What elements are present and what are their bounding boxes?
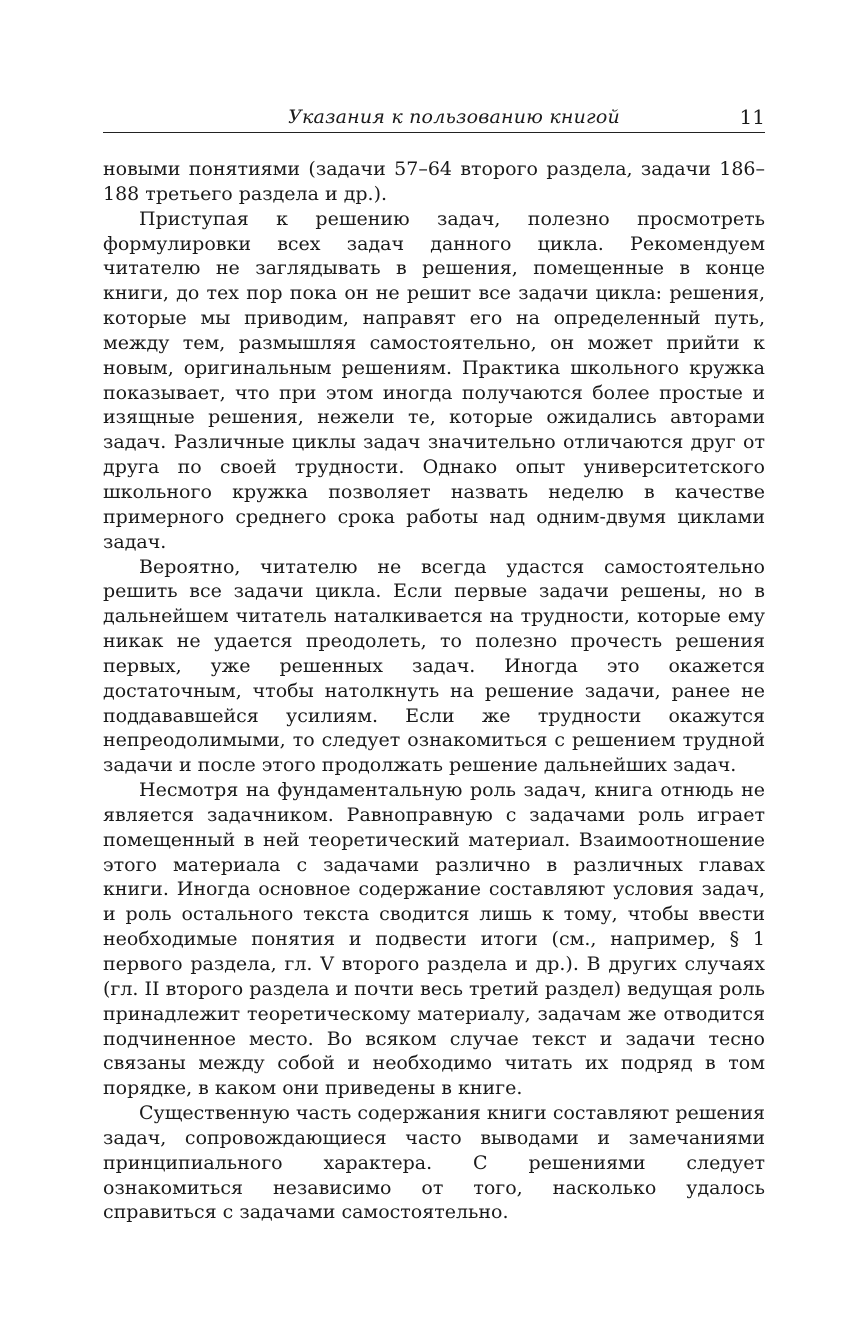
running-header	[103, 104, 765, 133]
running-title: Указания к пользованию книгой	[288, 106, 620, 128]
paragraph: Несмотря на фундаментальную роль задач, книга отнюдь не является задачником. Равноправную с задачами роль играет помещенный в ней теоретический материал. Взаимоотношение этого материала с задачами различно в различных главах книги. Иногда основное содержание составляют условия задач, и роль остального текста сводится лишь к тому, чтобы ввести необходимые понятия и подвести итоги (см., например, § 1 первого раздела, гл. V второго раздела и др.). В других случаях (гл. II второго раздела и почти весь третий раздел) ведущая роль принадлежит теоретическому материалу, задачам же отводится подчиненное место. Во всяком случае текст и задачи тесно связаны между собой и необходимо читать их подряд в том порядке, в каком они приведены в книге.	[103, 779, 765, 1100]
page-number: 11	[739, 105, 765, 129]
paragraph-continuation: новыми понятиями (задачи 57–64 второго раздела, задачи 186–188 третьего раздела и др.).	[103, 158, 765, 205]
paragraph: Существенную часть содержания книги составляют решения задач, сопровождающиеся часто выводами и замечаниями принципиального характера. С решениями следует ознакомиться независимо от того, насколько удалось справиться с задачами самостоятельно.	[103, 1102, 765, 1224]
paragraph: Вероятно, читателю не всегда удастся самостоятельно решить все задачи цикла. Если первые задачи решены, но в дальнейшем читатель наталкивается на трудности, которые ему никак не удается преодолеть, то полезно прочесть решения первых, уже решенных задач. Иногда это окажется достаточным, чтобы натолкнуть на решение задачи, ранее не поддававшейся усилиям. Если же трудности окажутся непреодолимыми, то следует ознакомиться с решением трудной задачи и после этого продолжать решение дальнейших задач.	[103, 555, 765, 777]
body-text	[103, 157, 765, 1225]
paragraph: Приступая к решению задач, полезно просмотреть формулировки всех задач данного цикла. Рекомендуем читателю не заглядывать в решения, помещенные в конце книги, до тех пор пока он не решит все задачи цикла: решения, которые мы приводим, направят его на определенный путь, между тем, размышляя самостоятельно, он может прийти к новым, оригинальным решениям. Практика школьного кружка показывает, что при этом иногда получаются более простые и изящные решения, нежели те, которые ожидались авторами задач. Различные циклы задач значительно отличаются друг от друга по своей трудности. Однако опыт университетского школьного кружка позволяет назвать неделю в качестве примерного среднего срока работы над одним-двумя циклами задач.	[103, 207, 765, 553]
